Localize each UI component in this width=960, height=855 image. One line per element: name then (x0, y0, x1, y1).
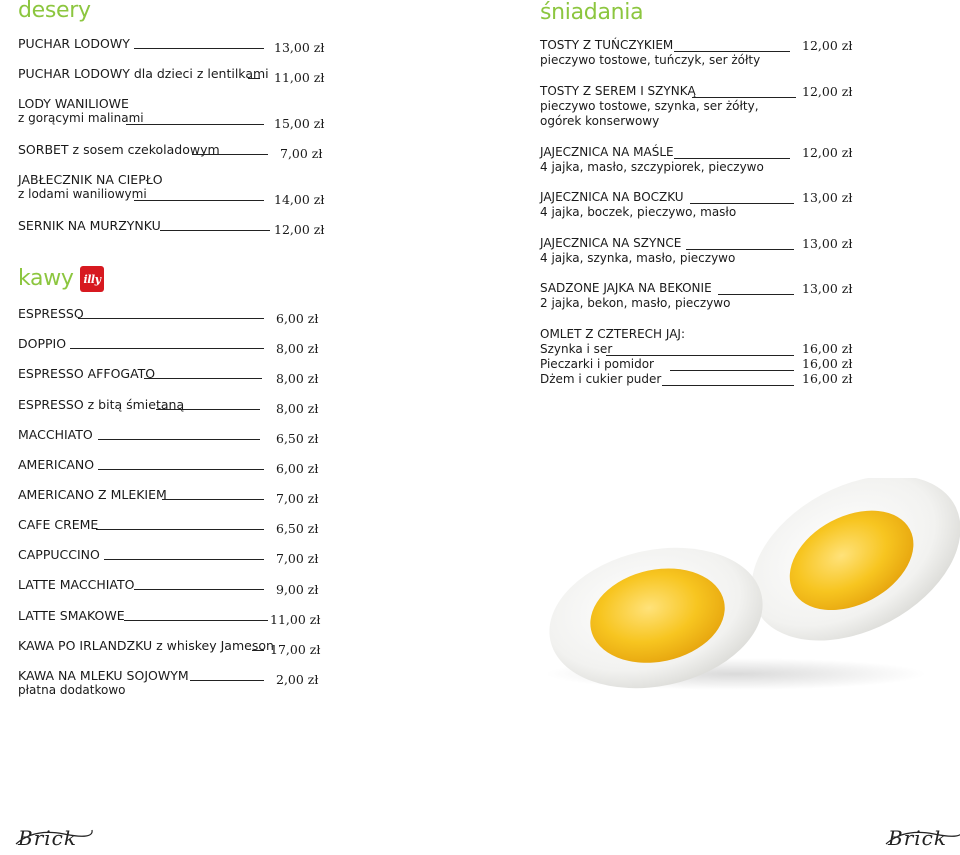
item-price: 12,00 zł (274, 222, 325, 237)
item-description: z gorącymi malinami (18, 111, 144, 125)
menu-item (540, 190, 736, 220)
leader-line (662, 385, 794, 386)
item-price: 15,00 zł (274, 116, 325, 131)
item-price: 16,00 zł (802, 341, 853, 356)
menu-option (540, 342, 612, 357)
item-name: ESPRESSO AFFOGATO (18, 366, 156, 381)
menu-item (18, 487, 167, 502)
item-price: 7,00 zł (280, 146, 323, 161)
menu-item (18, 66, 269, 81)
item-description: 4 jajka, szynka, masło, pieczywo (540, 251, 736, 265)
leader-line (134, 48, 264, 49)
menu-item (540, 281, 730, 311)
illy-logo-text: illy (83, 272, 101, 286)
item-description: 4 jajka, masło, szczypiorek, pieczywo (540, 160, 764, 174)
item-price: 11,00 zł (274, 70, 325, 85)
leader-line (190, 680, 264, 681)
menu-item (18, 517, 98, 532)
leader-line (78, 318, 264, 319)
leader-line (674, 158, 790, 159)
item-price: 6,50 zł (276, 521, 319, 536)
menu-item (18, 306, 84, 321)
item-price: 16,00 zł (802, 356, 853, 371)
brick-swoosh-icon (14, 824, 94, 852)
menu-item (18, 36, 130, 51)
item-description: pieczywo tostowe, tuńczyk, ser żółty (540, 53, 761, 67)
menu-item (540, 84, 759, 129)
leader-line (134, 589, 264, 590)
item-description: płatna dodatkowo (18, 683, 126, 697)
item-name: DOPPIO (18, 336, 67, 351)
item-description: ogórek konserwowy (540, 114, 660, 128)
illy-logo (80, 266, 104, 292)
leader-line (156, 409, 260, 410)
menu-item (18, 547, 100, 562)
item-price: 8,00 zł (276, 341, 319, 356)
item-description: z lodami waniliowymi (18, 187, 147, 201)
item-name: SORBET z sosem czekoladowym (18, 142, 220, 157)
item-price: 13,00 zł (802, 236, 853, 251)
item-price: 7,00 zł (276, 491, 319, 506)
leader-line (718, 294, 794, 295)
item-price: 9,00 zł (276, 582, 319, 597)
menu-item (18, 142, 220, 157)
menu-item (18, 577, 134, 592)
item-name: LATTE SMAKOWE (18, 608, 125, 623)
item-name: LATTE MACCHIATO (18, 577, 135, 592)
item-price: 6,50 zł (276, 431, 319, 446)
boiled-egg-photo (536, 478, 960, 690)
menu-item (18, 457, 94, 472)
item-name: SADZONE JAJKA NA BEKONIE (540, 281, 712, 295)
item-name: TOSTY Z TUŃCZYKIEM (540, 38, 674, 52)
item-price: 7,00 zł (276, 551, 319, 566)
leader-line (124, 620, 268, 621)
item-name: ESPRESSO z bitą śmietaną (18, 397, 185, 412)
item-name: TOSTY Z SEREM I SZYNKĄ (540, 84, 696, 98)
menu-item (540, 145, 764, 175)
leader-line (96, 529, 264, 530)
leader-line (126, 124, 264, 125)
item-price: 16,00 zł (802, 371, 853, 386)
menu-item (540, 236, 735, 266)
item-price: 11,00 zł (270, 612, 321, 627)
item-name: JABŁECZNIK NA CIEPŁO (18, 172, 163, 187)
item-price: 2,00 zł (276, 672, 319, 687)
item-name: SERNIK NA MURZYNKU (18, 218, 161, 233)
brick-logo-text: Brick (888, 826, 947, 850)
leader-line (692, 97, 796, 98)
leader-line (252, 650, 264, 651)
item-description: 4 jajka, boczek, pieczywo, masło (540, 205, 737, 219)
leader-line (248, 78, 260, 79)
menu-item (18, 336, 66, 351)
menu-item (18, 608, 125, 623)
item-price: 17,00 zł (270, 642, 321, 657)
leader-line (160, 230, 270, 231)
item-price: 6,00 zł (276, 461, 319, 476)
item-description: 2 jajka, bekon, masło, pieczywo (540, 296, 731, 310)
option-name: Dżem i cukier puder (540, 372, 662, 386)
leader-line (70, 348, 264, 349)
leader-line (98, 439, 260, 440)
item-price: 8,00 zł (276, 401, 319, 416)
brick-logo-text: Brick (18, 826, 77, 850)
item-name: LODY WANILIOWE (18, 96, 129, 111)
item-name: JAJECZNICA NA MAŚLE (540, 145, 674, 159)
item-name: CAFE CREME (18, 517, 99, 532)
item-name: AMERICANO (18, 457, 95, 472)
leader-line (674, 51, 790, 52)
option-name: Pieczarki i pomidor (540, 357, 654, 371)
item-price: 13,00 zł (802, 281, 853, 296)
section-heading-desery: desery (18, 0, 91, 23)
menu-option (540, 372, 661, 387)
menu-item (18, 172, 163, 202)
menu-item (18, 366, 155, 381)
menu-item-omlet (540, 327, 685, 342)
item-price: 6,00 zł (276, 311, 319, 326)
menu-item (18, 638, 274, 653)
leader-line (192, 154, 268, 155)
leader-line (690, 203, 794, 204)
option-name: Szynka i ser (540, 342, 613, 356)
item-name: JAJECZNICA NA BOCZKU (540, 190, 684, 204)
item-name: ESPRESSO (18, 306, 84, 321)
item-price: 14,00 zł (274, 192, 325, 207)
menu-item (18, 218, 161, 233)
item-description: pieczywo tostowe, szynka, ser żółty, (540, 99, 759, 113)
item-price: 12,00 zł (802, 145, 853, 160)
item-name: JAJECZNICA NA SZYNCE (540, 236, 682, 250)
item-name: CAPPUCCINO (18, 547, 100, 562)
menu-option (540, 357, 654, 372)
leader-line (98, 469, 264, 470)
menu-item (540, 38, 760, 68)
leader-line (162, 499, 264, 500)
leader-line (144, 378, 262, 379)
section-heading-kawy: kawy (18, 266, 74, 291)
item-price: 13,00 zł (274, 40, 325, 55)
leader-line (606, 355, 794, 356)
menu-item (18, 427, 93, 442)
brick-swoosh-icon (884, 824, 960, 852)
menu-item (18, 668, 189, 698)
item-name: PUCHAR LODOWY (18, 36, 130, 51)
leader-line (686, 249, 794, 250)
section-heading-sniadania: śniadania (540, 0, 644, 25)
item-name: MACCHIATO (18, 427, 93, 442)
leader-line (134, 200, 264, 201)
item-name: PUCHAR LODOWY dla dzieci z lentilkami (18, 66, 269, 81)
item-price: 12,00 zł (802, 84, 853, 99)
brick-logo-left (18, 826, 77, 850)
item-price: 12,00 zł (802, 38, 853, 53)
item-name: OMLET Z CZTERECH JAJ: (540, 327, 686, 341)
leader-line (104, 559, 264, 560)
brick-logo-right (888, 826, 947, 850)
leader-line (670, 370, 794, 371)
item-name: KAWA NA MLEKU SOJOWYM (18, 668, 189, 683)
item-name: KAWA PO IRLANDZKU z whiskey Jameson (18, 638, 274, 653)
item-price: 13,00 zł (802, 190, 853, 205)
menu-item (18, 96, 144, 126)
item-name: AMERICANO Z MLEKIEM (18, 487, 167, 502)
item-price: 8,00 zł (276, 371, 319, 386)
